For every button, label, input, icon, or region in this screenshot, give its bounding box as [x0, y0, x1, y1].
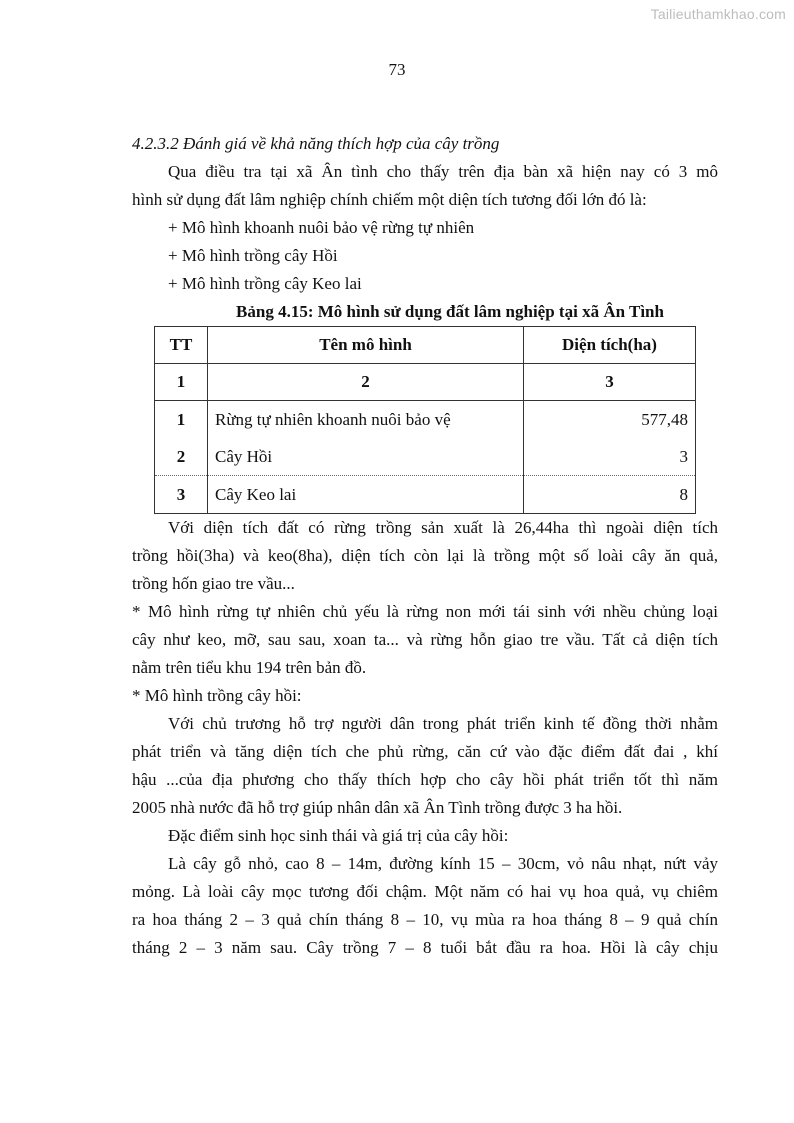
- table-cell-name: Cây Keo lai: [208, 476, 524, 514]
- paragraph-line: nằm trên tiểu khu 194 trên bản đồ.: [132, 658, 367, 677]
- table-cell-tt: 1: [155, 401, 208, 439]
- table-cell-area: 8: [524, 476, 696, 514]
- paragraph-line: Qua điều tra tại xã Ân tình cho thấy trên địa bàn xã hiện nay có 3 mô: [168, 162, 718, 181]
- table-header-row: [155, 327, 696, 364]
- bullet-item: + Mô hình trồng cây Hồi: [168, 246, 338, 265]
- paragraph-line: trồng hồi(3ha) và keo(8ha), diện tích còn lại là trồng một số loài cây ăn quả,: [132, 546, 718, 565]
- table-index-cell: 2: [208, 364, 524, 401]
- paragraph-line: phát triển và tăng diện tích che phủ rừng, căn cứ vào đặc điểm đất đai , khí: [132, 742, 718, 761]
- table-cell-name: Cây Hồi: [208, 438, 524, 476]
- paragraph-line: Với chủ trương hỗ trợ người dân trong phát triển kinh tế đồng thời nhằm: [168, 714, 718, 733]
- table-row: [155, 476, 696, 514]
- table-cell-tt: 3: [155, 476, 208, 514]
- section-heading: 4.2.3.2 Đánh giá về khả năng thích hợp của cây trồng: [132, 134, 500, 153]
- paragraph-line: mỏng. Là loài cây mọc tương đối chậm. Một năm có hai vụ hoa quả, vụ chiêm: [132, 882, 718, 901]
- table-index-cell: 1: [155, 364, 208, 401]
- paragraph-line: tháng 2 – 3 năm sau. Cây trồng 7 – 8 tuổi bắt đầu ra hoa. Hồi là cây chịu: [132, 938, 718, 957]
- paragraph-line: 2005 nhà nước đã hỗ trợ giúp nhân dân xã Ân Tình trồng được 3 ha hồi.: [132, 798, 623, 817]
- table-row: [155, 438, 696, 476]
- table-cell-area: 577,48: [524, 401, 696, 439]
- paragraph-line: * Mô hình trồng cây hồi:: [132, 686, 302, 705]
- paragraph-line: Với diện tích đất có rừng trồng sản xuất là 26,44ha thì ngoài diện tích: [168, 518, 718, 537]
- table-cell-name: Rừng tự nhiên khoanh nuôi bảo vệ: [208, 401, 524, 439]
- land-use-table: [154, 326, 696, 514]
- document-body: [132, 130, 718, 962]
- bullet-item: + Mô hình khoanh nuôi bảo vệ rừng tự nhiên: [168, 218, 475, 237]
- table-row: [155, 401, 696, 439]
- paragraph-line: * Mô hình rừng tự nhiên chủ yếu là rừng non mới tái sinh với nhều chủng loại: [132, 602, 718, 621]
- paragraph-line: ra hoa tháng 2 – 3 quả chín tháng 8 – 10, vụ mùa ra hoa tháng 8 – 9 quả chín: [132, 910, 718, 929]
- table-index-cell: 3: [524, 364, 696, 401]
- watermark: Tailieuthamkhao.com: [650, 6, 786, 22]
- bullet-item: + Mô hình trồng cây Keo lai: [168, 274, 362, 293]
- paragraph-line: hậu ...của địa phương cho thấy thích hợp cho cây hồi phát triển tốt thì năm: [132, 770, 718, 789]
- table-cell-tt: 2: [155, 438, 208, 476]
- paragraph-line: Là cây gỗ nhỏ, cao 8 – 14m, đường kính 15 – 30cm, vỏ nâu nhạt, nứt vảy: [168, 854, 718, 873]
- paragraph-line: cây như keo, mỡ, sau sau, xoan ta... và rừng hỗn giao tre vầu. Tất cả diện tích: [132, 630, 718, 649]
- table-header-cell: TT: [155, 327, 208, 364]
- table-index-row: [155, 364, 696, 401]
- paragraph-line: Đặc điểm sinh học sinh thái và giá trị của cây hồi:: [168, 826, 509, 845]
- paragraph-line: hình sử dụng đất lâm nghiệp chính chiếm một diện tích tương đối lớn đó là:: [132, 190, 647, 209]
- paragraph-line: trồng hốn giao tre vầu...: [132, 574, 295, 593]
- table-cell-area: 3: [524, 438, 696, 476]
- page-number: 73: [388, 60, 406, 79]
- table-caption: Bảng 4.15: Mô hình sử dụng đất lâm nghiệp tại xã Ân Tình: [236, 302, 664, 321]
- table-header-cell: Diện tích(ha): [524, 327, 696, 364]
- table-header-cell: Tên mô hình: [208, 327, 524, 364]
